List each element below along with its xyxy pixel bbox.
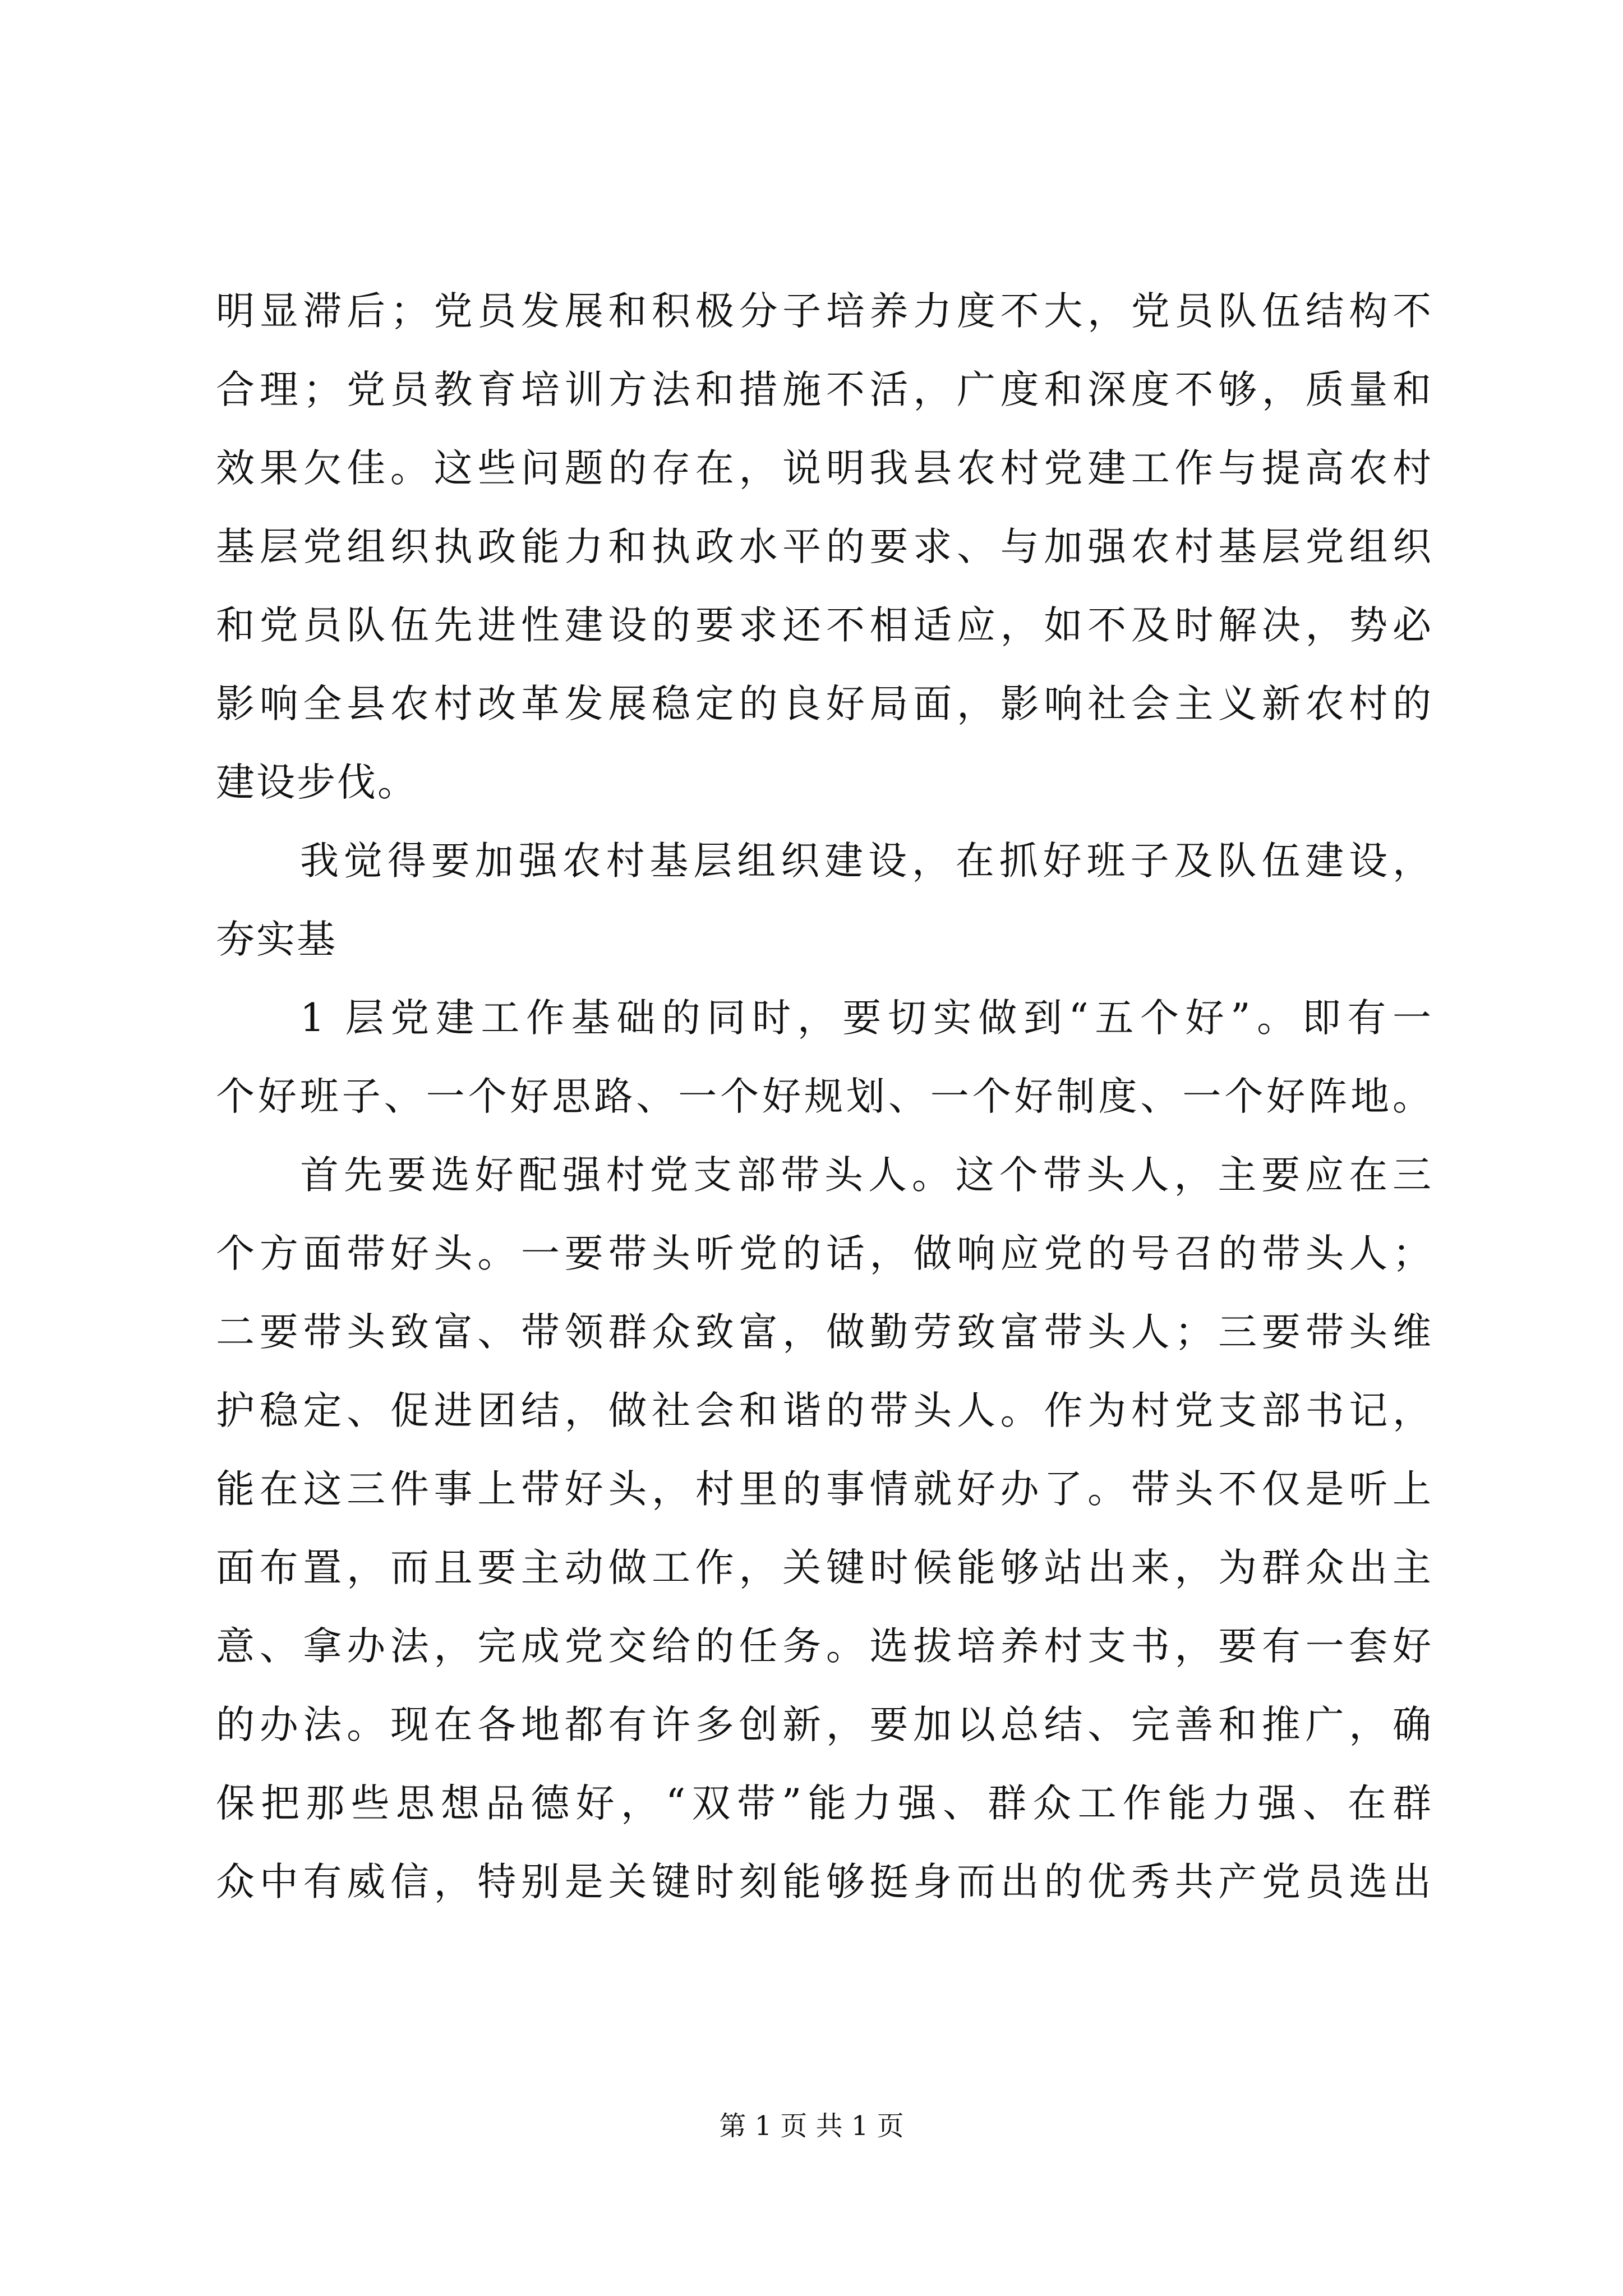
text-line: 建设步伐。 bbox=[216, 760, 418, 805]
text-line: 护稳定、促进团结，做社会和谐的带头人。作为村党支部书记， bbox=[216, 1388, 1433, 1433]
text-line: 明显滞后；党员发展和积极分子培养力度不大，党员队伍结构不 bbox=[216, 289, 1433, 334]
text-line: 个方面带好头。一要带头听党的话，做响应党的号召的带头人； bbox=[216, 1231, 1433, 1276]
text-line: 合理；党员教育培训方法和措施不活，广度和深度不够，质量和 bbox=[216, 367, 1433, 412]
text-line: 能在这三件事上带好头，村里的事情就好办了。带头不仅是听上 bbox=[216, 1467, 1433, 1512]
page-number-footer: 第 1 页 共 1 页 bbox=[719, 2110, 904, 2142]
text-line: 效果欠佳。这些问题的存在，说明我县农村党建工作与提高农村 bbox=[216, 446, 1433, 491]
text-line: 夯实基 bbox=[216, 917, 337, 962]
text-line: 个好班子、一个好思路、一个好规划、一个好制度、一个好阵地。 bbox=[216, 1074, 1433, 1119]
text-line: 保把那些思想品德好，“双带”能力强、群众工作能力强、在群 bbox=[216, 1781, 1433, 1826]
text-line: 意、拿办法，完成党交给的任务。选拔培养村支书，要有一套好 bbox=[216, 1624, 1433, 1669]
paragraph-first-line: 首先要选好配强村党支部带头人。这个带头人，主要应在三 bbox=[300, 1153, 1433, 1198]
paragraph-first-line: 1 层党建工作基础的同时，要切实做到“五个好”。即有一 bbox=[300, 996, 1433, 1041]
text-line: 面布置，而且要主动做工作，关键时候能够站出来，为群众出主 bbox=[216, 1545, 1433, 1590]
text-line: 影响全县农村改革发展稳定的良好局面，影响社会主义新农村的 bbox=[216, 682, 1433, 726]
text-line: 基层党组织执政能力和执政水平的要求、与加强农村基层党组织 bbox=[216, 524, 1433, 569]
text-line: 众中有威信，特别是关键时刻能够挺身而出的优秀共产党员选出 bbox=[216, 1860, 1433, 1904]
text-line: 和党员队伍先进性建设的要求还不相适应，如不及时解决，势必 bbox=[216, 603, 1433, 648]
document-body bbox=[216, 272, 1433, 1921]
text-line: 的办法。现在各地都有许多创新，要加以总结、完善和推广，确 bbox=[216, 1703, 1433, 1747]
paragraph-first-line: 我觉得要加强农村基层组织建设，在抓好班子及队伍建设， bbox=[300, 839, 1433, 884]
text-line: 二要带头致富、带领群众致富，做勤劳致富带头人；三要带头维 bbox=[216, 1310, 1433, 1355]
